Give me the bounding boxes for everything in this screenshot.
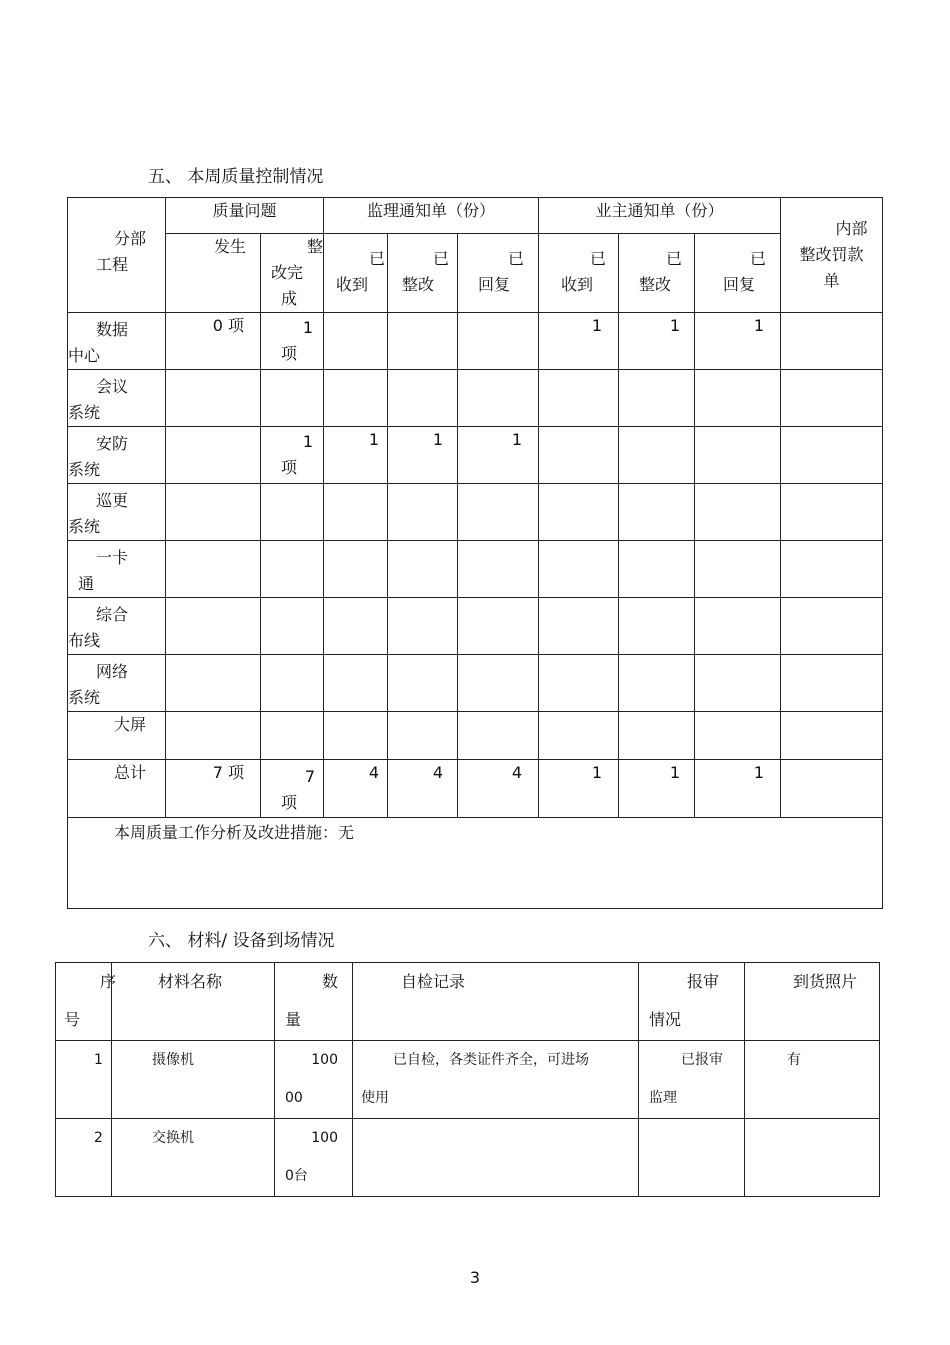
cell-s-reply <box>458 760 539 818</box>
cell-s-recv <box>324 313 388 370</box>
cell-o-recv <box>539 541 619 598</box>
cell-material <box>112 1041 275 1119</box>
cell-s-reply-value: 4 <box>511 763 523 782</box>
header-seq-line1: 序 <box>100 972 117 991</box>
header-material-label: 材料名称 <box>158 972 223 991</box>
table-row-total <box>68 760 883 818</box>
cell-o-recv <box>539 427 619 484</box>
cell-s-reply <box>458 313 539 370</box>
header-report <box>639 963 745 1041</box>
cell-s-rect <box>388 313 458 370</box>
cell-internal <box>781 427 883 484</box>
cell-rectified <box>261 541 324 598</box>
header-rectified-line1: 整 <box>307 237 324 256</box>
header-s-replied <box>458 234 539 313</box>
cell-s-recv <box>324 484 388 541</box>
table-row <box>68 427 883 484</box>
cell-qty-line1: 100 <box>311 1130 338 1146</box>
cell-seq <box>56 1041 112 1119</box>
cell-report-line2: 监理 <box>649 1090 677 1106</box>
header-photo <box>745 963 880 1041</box>
row-name-total-label: 总计 <box>114 763 147 782</box>
header-supervision-notice <box>324 198 539 234</box>
header-quality-issue-label: 质量问题 <box>212 201 277 220</box>
cell-qty-line2: 00 <box>285 1090 303 1106</box>
row-name <box>68 541 166 598</box>
cell-o-reply-value: 1 <box>753 316 765 335</box>
cell-rectified <box>261 313 324 370</box>
analysis-text: 本周质量工作分析及改进措施：无 <box>114 823 355 842</box>
cell-o-reply <box>695 760 781 818</box>
header-owner-notice-label: 业主通知单（份） <box>595 201 724 220</box>
cell-s-rect <box>388 760 458 818</box>
header-rectified-line2: 改完 <box>271 263 304 282</box>
row-name-line1: 安防 <box>96 434 129 453</box>
analysis-cell <box>68 818 883 909</box>
header-o-rectified-line1: 已 <box>666 249 683 268</box>
cell-photo <box>745 1119 880 1197</box>
cell-internal <box>781 370 883 427</box>
cell-rectified <box>261 760 324 818</box>
header-branch-line1: 分部 <box>114 229 147 248</box>
header-o-replied-line1: 已 <box>750 249 767 268</box>
cell-s-reply <box>458 484 539 541</box>
cell-s-recv <box>324 427 388 484</box>
cell-s-reply <box>458 370 539 427</box>
header-check <box>353 963 639 1041</box>
header-occurred-label: 发生 <box>213 237 246 256</box>
table-row <box>68 541 883 598</box>
header-material <box>112 963 275 1041</box>
section6-title: 六、 材料/ 设备到场情况 <box>148 931 335 951</box>
cell-rectified <box>261 712 324 760</box>
page-number: 3 <box>469 1268 481 1287</box>
cell-seq <box>56 1119 112 1197</box>
table-row <box>68 313 883 370</box>
cell-s-rect <box>388 484 458 541</box>
header-internal-line1: 内部 <box>835 219 868 238</box>
cell-check-line1: 已自检，各类证件齐全，可进场 <box>393 1052 589 1068</box>
header-o-received-line1: 已 <box>590 249 607 268</box>
header-s-replied-line1: 已 <box>508 249 525 268</box>
cell-report <box>639 1119 745 1197</box>
cell-occurred <box>166 370 261 427</box>
table-row <box>68 598 883 655</box>
header-s-rectified-line2: 整改 <box>402 275 435 294</box>
cell-qty <box>275 1041 353 1119</box>
header-s-replied-line2: 回复 <box>478 275 511 294</box>
row-name-line1: 大屏 <box>114 715 147 734</box>
row-name-line1: 巡更 <box>96 491 129 510</box>
cell-occurred <box>166 313 261 370</box>
cell-s-recv <box>324 541 388 598</box>
cell-o-recv <box>539 370 619 427</box>
header-occurred <box>166 234 261 313</box>
row-name <box>68 655 166 712</box>
cell-o-rect <box>619 655 695 712</box>
cell-photo-value: 有 <box>787 1052 801 1068</box>
row-name-line2: 系统 <box>68 517 101 536</box>
cell-rect-num: 1 <box>302 432 314 451</box>
cell-qty <box>275 1119 353 1197</box>
cell-rect-unit: 项 <box>281 344 298 363</box>
table-row <box>56 1119 880 1197</box>
cell-s-recv <box>324 598 388 655</box>
cell-rectified <box>261 655 324 712</box>
header-internal <box>781 198 883 313</box>
cell-s-reply <box>458 655 539 712</box>
table-row <box>56 1041 880 1119</box>
cell-report <box>639 1041 745 1119</box>
cell-o-rect <box>619 598 695 655</box>
row-name-line2: 系统 <box>68 460 101 479</box>
cell-o-recv-value: 1 <box>591 763 603 782</box>
cell-s-recv <box>324 712 388 760</box>
header-qty-line1: 数 <box>321 972 338 991</box>
cell-occurred <box>166 427 261 484</box>
cell-o-rect-value: 1 <box>669 316 681 335</box>
cell-seq-value: 2 <box>94 1130 103 1146</box>
cell-occurred-value: 0 项 <box>212 316 244 335</box>
header-s-received <box>324 234 388 313</box>
cell-qty-line2: 0台 <box>285 1168 308 1184</box>
cell-o-reply <box>695 598 781 655</box>
header-report-line1: 报审 <box>687 972 720 991</box>
row-name-line1: 会议 <box>96 377 129 396</box>
header-seq-line2: 号 <box>64 1010 81 1029</box>
header-internal-line3: 单 <box>823 271 840 290</box>
cell-s-rect-value: 4 <box>432 763 444 782</box>
header-o-replied <box>695 234 781 313</box>
cell-s-recv-value: 4 <box>368 763 380 782</box>
cell-occurred <box>166 712 261 760</box>
header-rectified <box>261 234 324 313</box>
cell-o-recv <box>539 760 619 818</box>
row-name-total <box>68 760 166 818</box>
header-s-rectified-line1: 已 <box>433 249 450 268</box>
header-seq <box>56 963 117 1041</box>
cell-internal <box>781 598 883 655</box>
cell-o-reply <box>695 370 781 427</box>
cell-internal <box>781 712 883 760</box>
cell-o-recv <box>539 712 619 760</box>
header-report-line2: 情况 <box>649 1010 682 1029</box>
cell-o-reply <box>695 655 781 712</box>
cell-s-rect <box>388 541 458 598</box>
cell-report-line1: 已报审 <box>681 1052 723 1068</box>
header-branch-line2: 工程 <box>96 255 129 274</box>
row-name-line1: 一卡 <box>96 548 129 567</box>
cell-s-rect <box>388 712 458 760</box>
row-name-line1: 数据 <box>96 320 129 339</box>
header-s-received-line1: 已 <box>369 249 386 268</box>
quality-control-table <box>67 197 883 909</box>
row-name-line1: 综合 <box>96 605 129 624</box>
cell-occurred <box>166 484 261 541</box>
cell-o-reply-value: 1 <box>753 763 765 782</box>
cell-check-line2: 使用 <box>361 1090 389 1106</box>
cell-s-recv <box>324 370 388 427</box>
cell-s-rect-value: 1 <box>432 430 444 449</box>
section5-title: 五、 本周质量控制情况 <box>148 167 324 187</box>
row-name-line2: 中心 <box>68 346 101 365</box>
cell-rectified <box>261 370 324 427</box>
header-s-rectified <box>388 234 458 313</box>
cell-rect-num: 1 <box>302 318 314 337</box>
cell-o-recv <box>539 598 619 655</box>
cell-s-rect <box>388 655 458 712</box>
header-supervision-notice-label: 监理通知单（份） <box>367 201 496 220</box>
header-internal-line2: 整改罚款 <box>799 245 864 264</box>
cell-occurred-value: 7 项 <box>212 763 244 782</box>
cell-o-rect <box>619 313 695 370</box>
row-name-line2: 系统 <box>68 403 101 422</box>
row-name <box>68 598 166 655</box>
cell-o-reply <box>695 484 781 541</box>
header-o-rectified-line2: 整改 <box>639 275 672 294</box>
cell-material-value: 交换机 <box>152 1130 194 1146</box>
cell-rect-num: 7 <box>304 767 316 786</box>
header-quality-issue <box>166 198 324 234</box>
cell-s-rect <box>388 427 458 484</box>
cell-internal <box>781 484 883 541</box>
cell-o-rect <box>619 484 695 541</box>
cell-o-reply <box>695 427 781 484</box>
materials-table <box>55 962 880 1197</box>
cell-o-rect <box>619 427 695 484</box>
row-name-line2: 布线 <box>68 631 101 650</box>
cell-rectified <box>261 484 324 541</box>
header-photo-label: 到货照片 <box>793 972 858 991</box>
cell-rect-unit: 项 <box>281 458 298 477</box>
cell-rectified <box>261 427 324 484</box>
table-row <box>68 484 883 541</box>
cell-o-reply <box>695 712 781 760</box>
cell-o-rect <box>619 760 695 818</box>
cell-internal <box>781 541 883 598</box>
row-name-line1: 网络 <box>96 662 129 681</box>
header-check-label: 自检记录 <box>401 972 466 991</box>
table-row <box>68 712 883 760</box>
cell-o-recv-value: 1 <box>591 316 603 335</box>
cell-photo <box>745 1041 880 1119</box>
row-name-line2: 系统 <box>68 688 101 707</box>
cell-seq-value: 1 <box>94 1052 103 1068</box>
header-qty <box>275 963 353 1041</box>
cell-s-recv-value: 1 <box>368 430 380 449</box>
table-row <box>68 655 883 712</box>
row-name <box>68 427 166 484</box>
header-owner-notice <box>539 198 781 234</box>
cell-material-value: 摄像机 <box>152 1052 194 1068</box>
table-row <box>68 370 883 427</box>
header-rectified-line3: 成 <box>281 289 298 308</box>
cell-s-rect <box>388 370 458 427</box>
cell-o-reply <box>695 313 781 370</box>
cell-check <box>353 1119 639 1197</box>
cell-occurred <box>166 655 261 712</box>
header-o-rectified <box>619 234 695 313</box>
header-o-replied-line2: 回复 <box>723 275 756 294</box>
row-name <box>68 370 166 427</box>
cell-s-recv <box>324 760 388 818</box>
row-name <box>68 313 166 370</box>
cell-occurred <box>166 760 261 818</box>
cell-s-recv <box>324 655 388 712</box>
header-s-received-line2: 收到 <box>336 275 369 294</box>
header-o-received <box>539 234 619 313</box>
header-branch <box>68 198 166 313</box>
cell-o-recv <box>539 655 619 712</box>
cell-occurred <box>166 598 261 655</box>
cell-s-reply-value: 1 <box>511 430 523 449</box>
cell-s-reply <box>458 541 539 598</box>
cell-s-rect <box>388 598 458 655</box>
cell-rectified <box>261 598 324 655</box>
cell-o-rect <box>619 370 695 427</box>
cell-o-reply <box>695 541 781 598</box>
cell-internal <box>781 655 883 712</box>
row-name-line2: 通 <box>78 574 95 593</box>
cell-rect-unit: 项 <box>281 793 298 812</box>
cell-internal <box>781 760 883 818</box>
cell-s-reply <box>458 427 539 484</box>
cell-s-reply <box>458 712 539 760</box>
header-o-received-line2: 收到 <box>561 275 594 294</box>
cell-o-rect-value: 1 <box>669 763 681 782</box>
cell-o-rect <box>619 712 695 760</box>
row-name <box>68 484 166 541</box>
cell-check <box>353 1041 639 1119</box>
cell-qty-line1: 100 <box>311 1052 338 1068</box>
row-name <box>68 712 166 760</box>
cell-occurred <box>166 541 261 598</box>
cell-internal <box>781 313 883 370</box>
cell-o-recv <box>539 313 619 370</box>
header-qty-line2: 量 <box>285 1010 302 1029</box>
cell-material <box>112 1119 275 1197</box>
cell-o-rect <box>619 541 695 598</box>
cell-o-recv <box>539 484 619 541</box>
cell-s-reply <box>458 598 539 655</box>
